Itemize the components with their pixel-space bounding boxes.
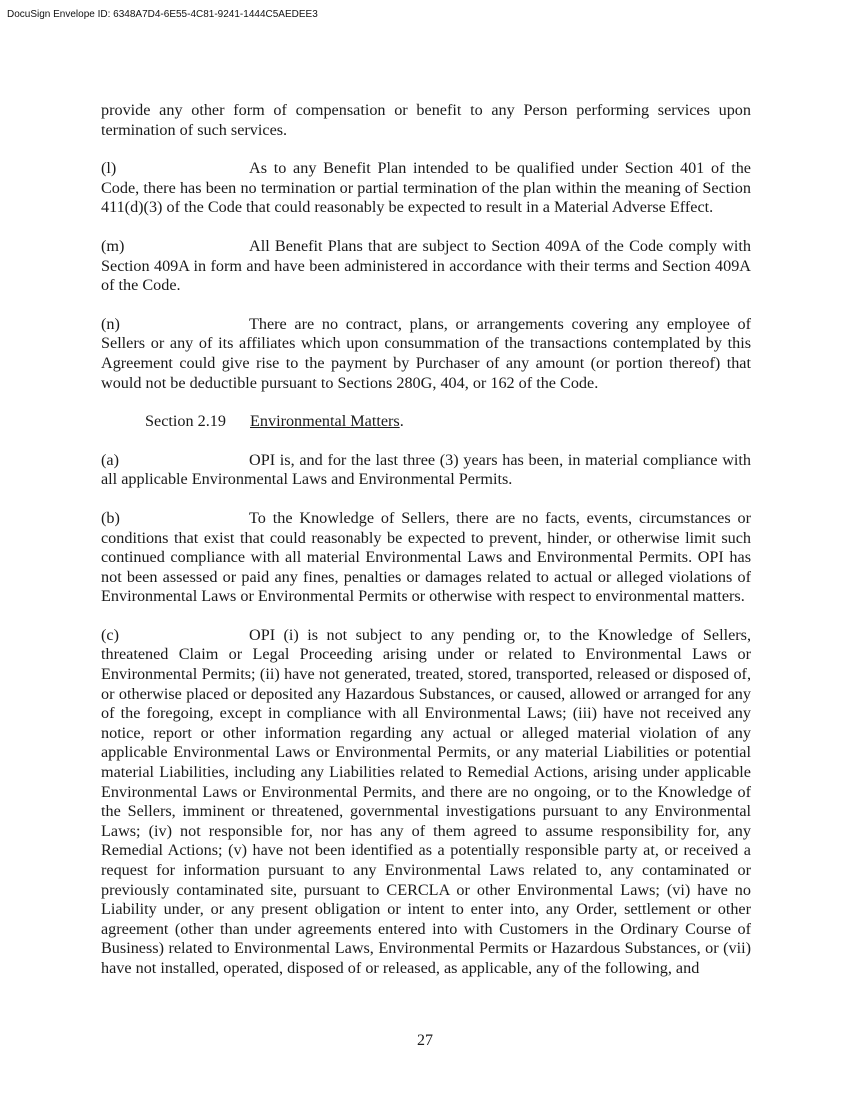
paragraph-a — [101, 451, 751, 490]
paragraph-label: (n) — [101, 314, 120, 333]
paragraph-text: OPI is, and for the last three (3) years has been, in material compliance with all applicable Environmental Laws and Environmental Permits. — [101, 450, 751, 489]
paragraph-text: To the Knowledge of Sellers, there are no facts, events, circumstances or conditions that exist that could reasonably be expected to prevent, hinder, or otherwise limit such continued compliance with all material Environmental Laws and Environmental Permits. OPI has not been assessed or paid any fines, penalties or damages related to actual or alleged violations of Environmental Laws or Environmental Permits or otherwise with respect to environmental matters. — [101, 508, 751, 606]
page-number: 27 — [417, 1032, 433, 1049]
paragraph-c — [101, 626, 751, 979]
paragraph-text: OPI (i) is not subject to any pending or, to the Knowledge of Sellers, threatened Claim or Legal Proceeding arising under or related to Environmental Laws or Environmental Permits; (ii) have not generated, treated, stored, transported, released or disposed of, or otherwise placed or deposited any Hazardous Substances, or caused, allowed or arranged for any of the foregoing, except in compliance with all Environmental Laws; (iii) have not received any notice, report or other information regarding any actual or alleged material violation of any applicable Environmental Laws or Environmental Permits, or any material Liabilities or potential material Liabilities, including any Liabilities related to Remedial Actions, arising under applicable Environmental Laws or Environmental Permits, and there are no ongoing, or to the Knowledge of the Sellers, imminent or threatened, governmental investigations pursuant to any Environmental Laws; (iv) not responsible for, nor has any of them agreed to assume responsibility for, any Remedial Actions; (v) have not been identified as a potentially responsible party at, or received a request for information pursuant to any Environmental Laws related to, any contaminated or previously contaminated site, pursuant to CERCLA or other Environmental Laws; (vi) have no Liability under, or any present obligation or intent to enter into, any Order, settlement or other agreement (other than under agreements entered into with Customers in the Ordinary Course of Business) related to Environmental Laws, Environmental Permits or Hazardous Substances, or (vii) have not installed, operated, disposed of or released, as applicable, any of the following, and — [101, 625, 751, 977]
paragraph-label: (m) — [101, 236, 125, 255]
section-number: Section 2.19 — [145, 412, 226, 431]
intro-paragraph: provide any other form of compensation or benefit to any Person performing services upon termination of such services. — [101, 101, 751, 139]
paragraph-label: (l) — [101, 159, 117, 178]
paragraph-label: (b) — [101, 508, 120, 527]
paragraph-label: (c) — [101, 625, 119, 644]
paragraph-text: There are no contract, plans, or arrangements covering any employee of Sellers or any of its affiliates which upon consummation of the transactions contemplated by this Agreement could give rise to the payment by Purchaser of any amount (or portion thereof) that would not be deductible pursuant to Sections 280G, 404, or 162 of the Code. — [101, 314, 751, 392]
docusign-envelope-id: DocuSign Envelope ID: 6348A7D4-6E55-4C81-9241-1444C5AEDEE3 — [7, 9, 318, 20]
section-heading — [145, 412, 751, 432]
paragraph-text: All Benefit Plans that are subject to Section 409A of the Code comply with Section 409A in form and have been administered in accordance with their terms and Section 409A of the Code. — [101, 236, 751, 295]
document-body — [101, 101, 751, 998]
paragraph-m — [101, 237, 751, 296]
paragraph-l — [101, 159, 751, 218]
paragraph-n — [101, 315, 751, 393]
section-title: Environmental Matters — [250, 412, 400, 431]
section-title-period: . — [399, 412, 404, 431]
paragraph-label: (a) — [101, 450, 119, 469]
paragraph-b — [101, 509, 751, 607]
paragraph-text: As to any Benefit Plan intended to be qualified under Section 401 of the Code, there has been no termination or partial termination of the plan within the meaning of Section 411(d)(3) of the Code that could reasonably be expected to result in a Material Adverse Effect. — [101, 159, 751, 217]
